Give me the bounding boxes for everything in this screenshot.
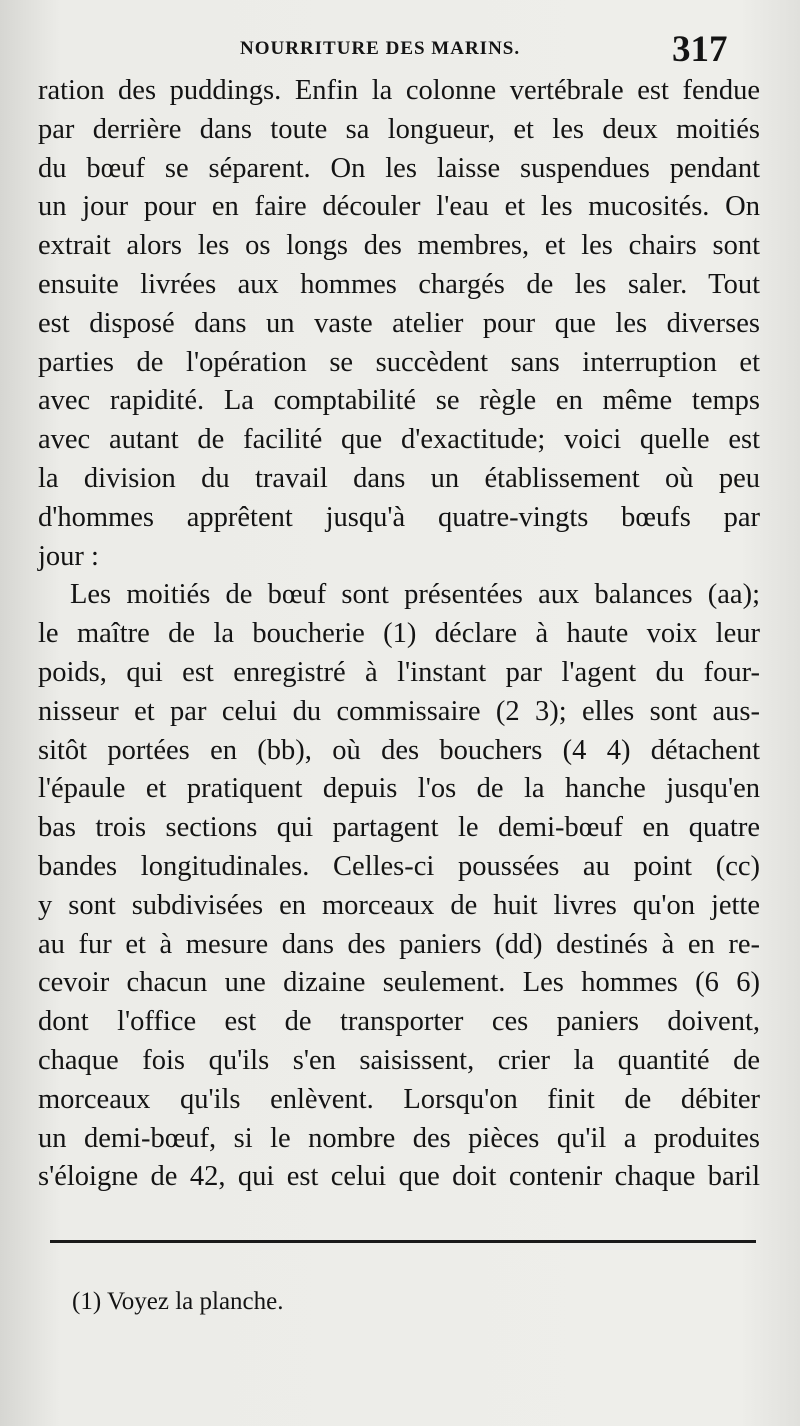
- text-line: est disposé dans un vaste atelier pour que les diverses: [38, 307, 760, 339]
- text-line: le maître de la boucherie (1) déclare à haute voix leur: [38, 618, 760, 650]
- text-line: dont l'office est de transporter ces paniers doivent,: [38, 1006, 760, 1038]
- footnote: (1) Voyez la planche.: [72, 1288, 284, 1315]
- text-line: l'épaule et pratiquent depuis l'os de la hanche jusqu'en: [38, 773, 760, 805]
- text-line: sitôt portées en (bb), où des bouchers (4 4) détachent: [38, 734, 760, 766]
- body-text: [38, 72, 760, 1197]
- text-line: d'hommes apprêtent jusqu'à quatre-vingts bœufs par: [38, 501, 760, 533]
- text-line: extrait alors les os longs des membres, et les chairs sont: [38, 230, 760, 262]
- text-line: au fur et à mesure dans des paniers (dd) destinés à en re-: [38, 928, 760, 960]
- page-number: 317: [672, 29, 728, 70]
- text-line: avec autant de facilité que d'exactitude; voici quelle est: [38, 424, 760, 456]
- text-line: bandes longitudinales. Celles-ci poussées au point (cc): [38, 850, 760, 882]
- text-line: s'éloigne de 42, qui est celui que doit contenir chaque baril: [38, 1161, 760, 1193]
- text-line: parties de l'opération se succèdent sans interruption et: [38, 346, 760, 378]
- text-line: nisseur et par celui du commissaire (2 3); elles sont aus-: [38, 695, 760, 727]
- text-line: cevoir chacun une dizaine seulement. Les hommes (6 6): [38, 967, 760, 999]
- text-line: y sont subdivisées en morceaux de huit livres qu'on jette: [38, 889, 760, 921]
- text-line: avec rapidité. La comptabilité se règle en même temps: [38, 385, 760, 417]
- text-line: bas trois sections qui partagent le demi-bœuf en quatre: [38, 812, 760, 844]
- text-line: par derrière dans toute sa longueur, et les deux moitiés: [38, 113, 760, 145]
- text-line: un jour pour en faire découler l'eau et les mucosités. On: [38, 191, 760, 223]
- text-line: ration des puddings. Enfin la colonne vertébrale est fendue: [38, 75, 760, 106]
- text-line: poids, qui est enregistré à l'instant par l'agent du four-: [38, 656, 760, 688]
- text-line: du bœuf se séparent. On les laisse suspendues pendant: [38, 152, 760, 184]
- footnote-rule: [50, 1240, 756, 1243]
- text-line: morceaux qu'ils enlèvent. Lorsqu'on finit de débiter: [38, 1083, 760, 1115]
- text-line: jour :: [38, 540, 99, 572]
- text-line: chaque fois qu'ils s'en saisissent, crier la quantité de: [38, 1044, 760, 1076]
- running-title: NOURRITURE DES MARINS.: [240, 38, 521, 59]
- text-line: ensuite livrées aux hommes chargés de les saler. Tout: [38, 268, 760, 300]
- running-head: [0, 28, 800, 78]
- text-line: la division du travail dans un établissement où peu: [38, 462, 760, 494]
- text-line: Les moitiés de bœuf sont présentées aux balances (aa);: [70, 579, 760, 611]
- text-line: un demi-bœuf, si le nombre des pièces qu'il a produites: [38, 1122, 760, 1154]
